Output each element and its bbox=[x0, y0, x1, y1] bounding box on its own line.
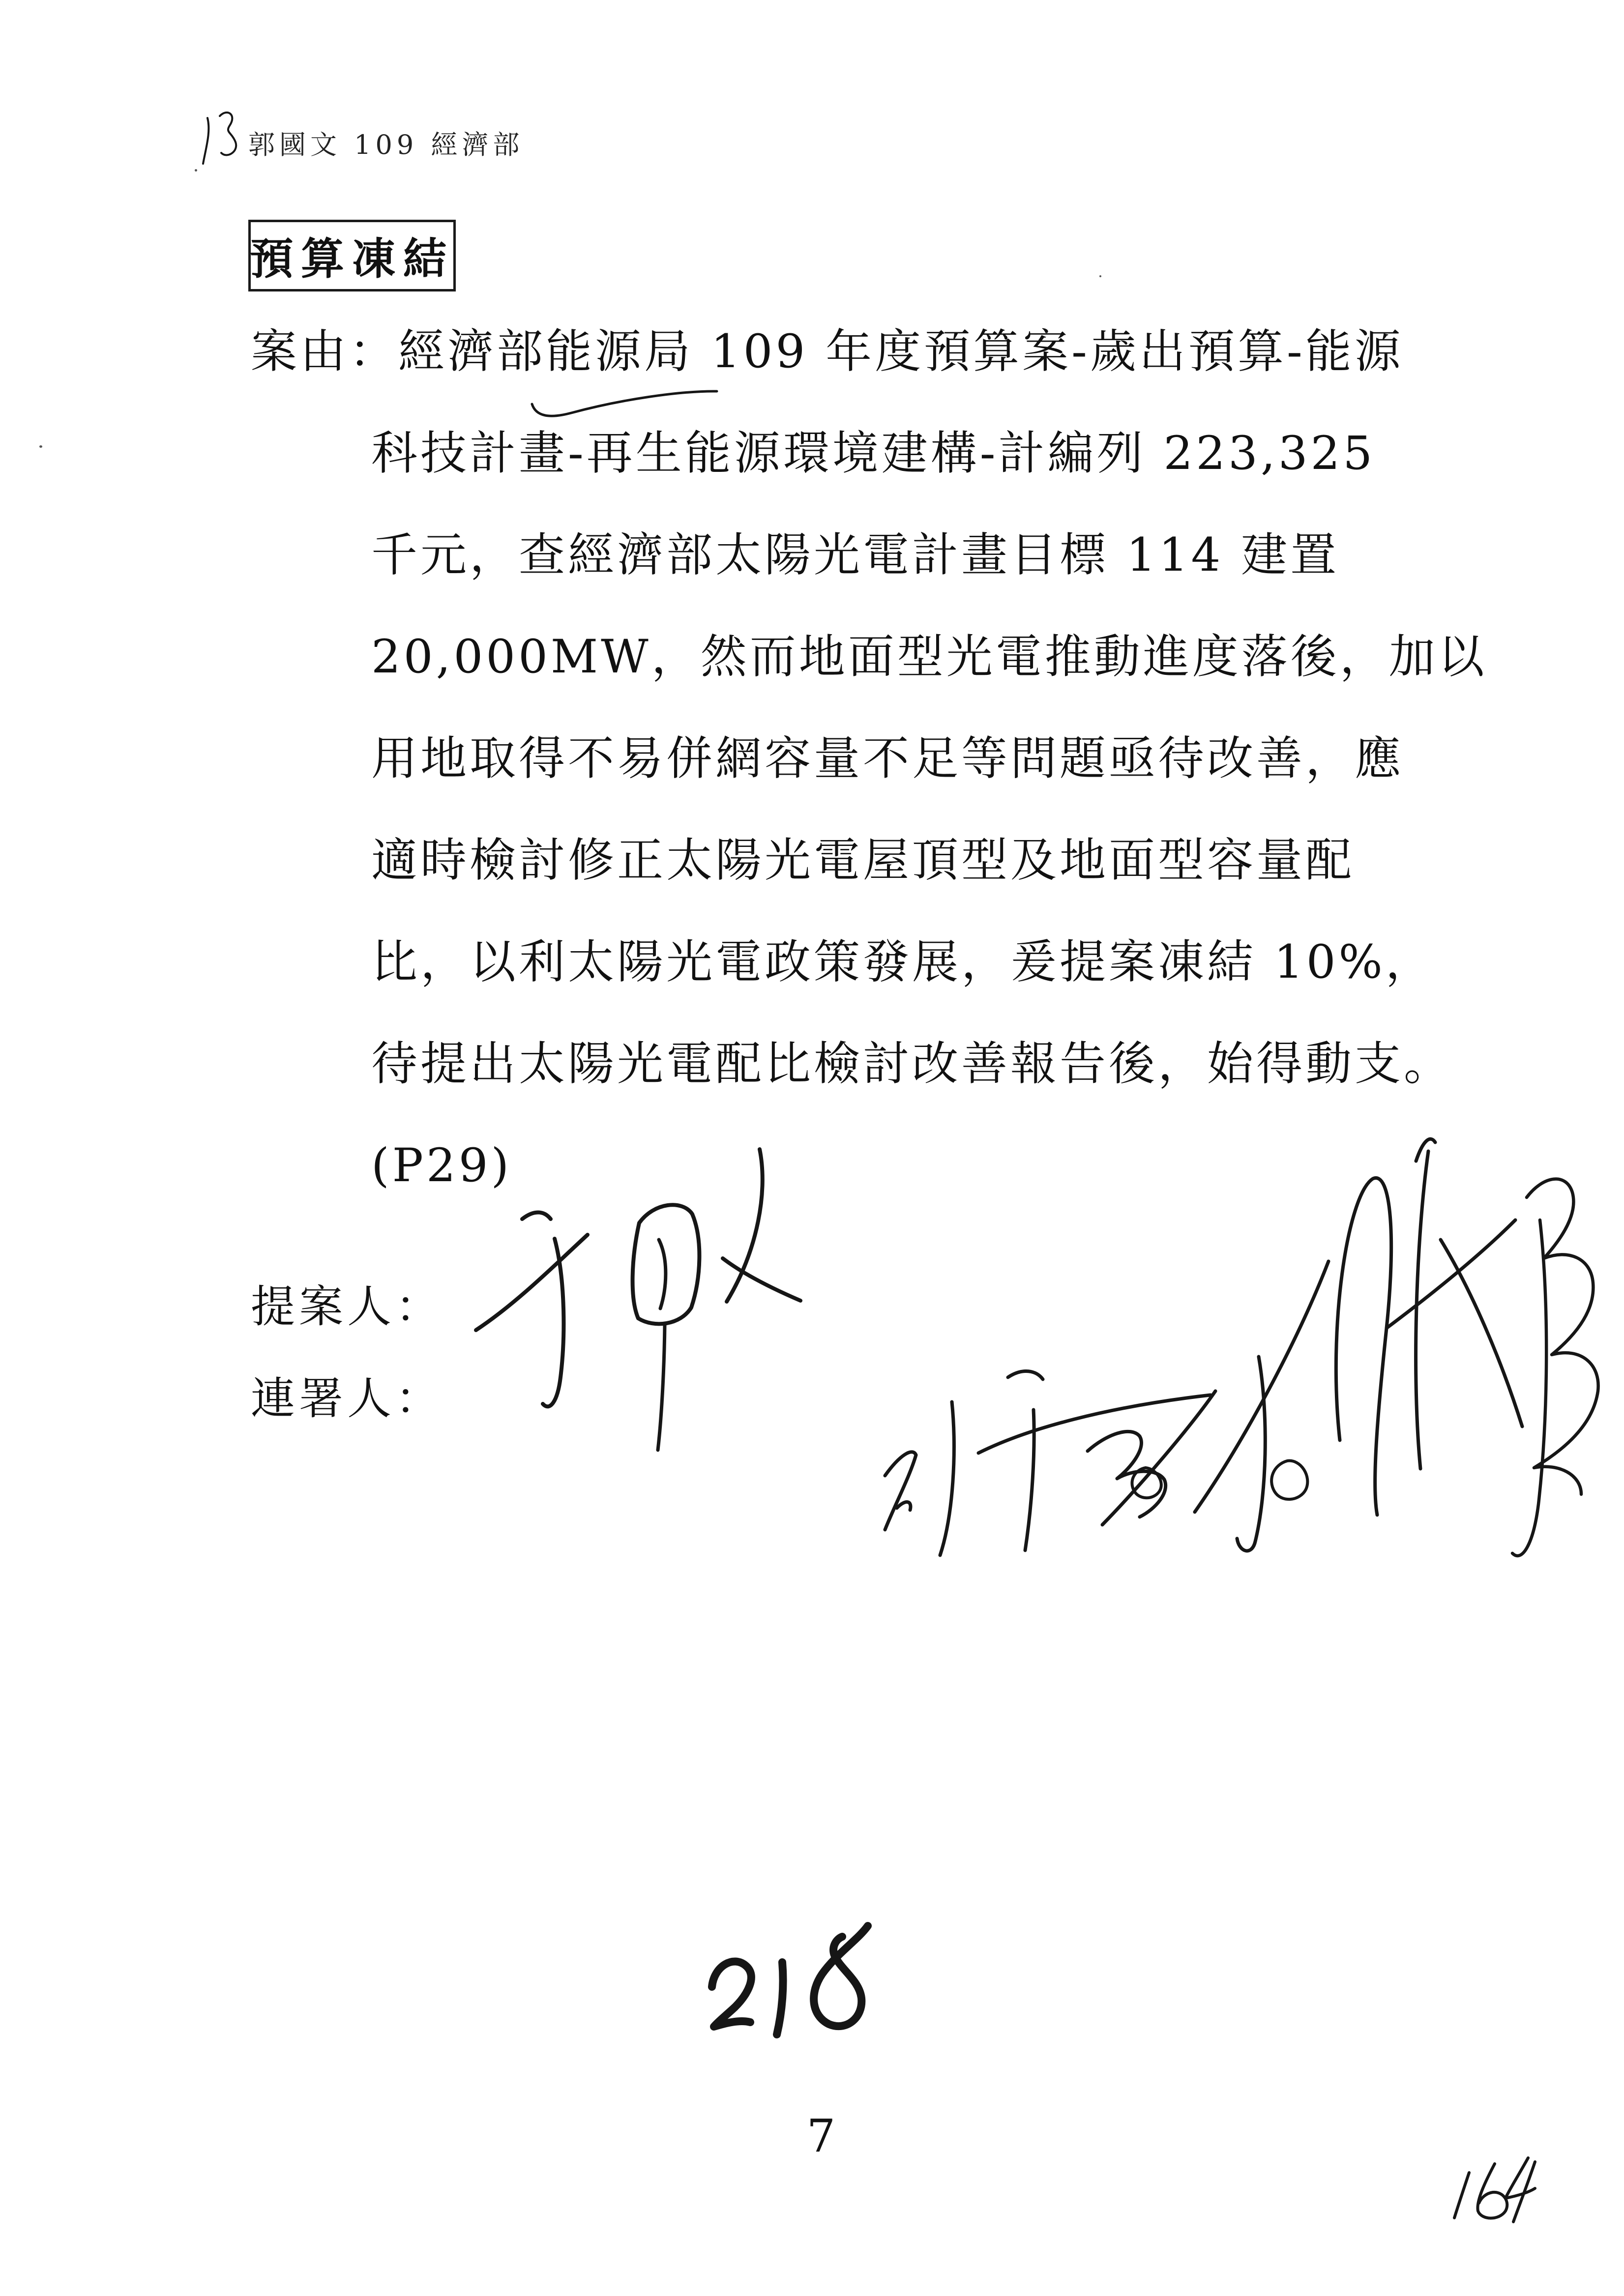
scan-speck bbox=[1099, 275, 1101, 277]
case-line: 適時檢討修正太陽光電屋頂型及地面型容量配 bbox=[371, 834, 1355, 887]
scan-speck bbox=[39, 445, 42, 448]
scan-speck bbox=[195, 169, 197, 172]
document-header: 郭國文 109 經濟部 bbox=[248, 129, 524, 160]
proposer-label: 提案人： bbox=[251, 1281, 443, 1333]
case-line: 待提出太陽光電配比檢討改善報告後，始得動支。 bbox=[371, 1037, 1453, 1091]
corner-scribble bbox=[203, 113, 236, 164]
handwritten-number-164 bbox=[1454, 2158, 1535, 2222]
case-line: 科技計畫-再生能源環境建構-計編列 223,325 bbox=[371, 427, 1376, 480]
case-line: 用地取得不易併網容量不足等問題亟待改善，應 bbox=[371, 732, 1404, 785]
handwritten-number-218 bbox=[712, 1926, 868, 2034]
case-line: 千元，查經濟部太陽光電計畫目標 114 建置 bbox=[371, 528, 1340, 582]
budget-freeze-title: 預算凍結 bbox=[250, 233, 455, 284]
cosigner-label: 連署人： bbox=[251, 1373, 443, 1424]
case-line-page-ref: (P29) bbox=[371, 1139, 512, 1192]
case-description bbox=[251, 301, 1487, 1217]
budget-freeze-title-box bbox=[248, 220, 456, 291]
case-line: 20,000MW，然而地面型光電推動進度落後，加以 bbox=[371, 630, 1487, 684]
case-line: 案由：經濟部能源局 109 年度預算案-歲出預算-能源 bbox=[251, 325, 1404, 378]
page-number: 7 bbox=[806, 2110, 836, 2162]
case-line: 比，以利太陽光電政策發展，爰提案凍結 10%， bbox=[371, 935, 1435, 989]
